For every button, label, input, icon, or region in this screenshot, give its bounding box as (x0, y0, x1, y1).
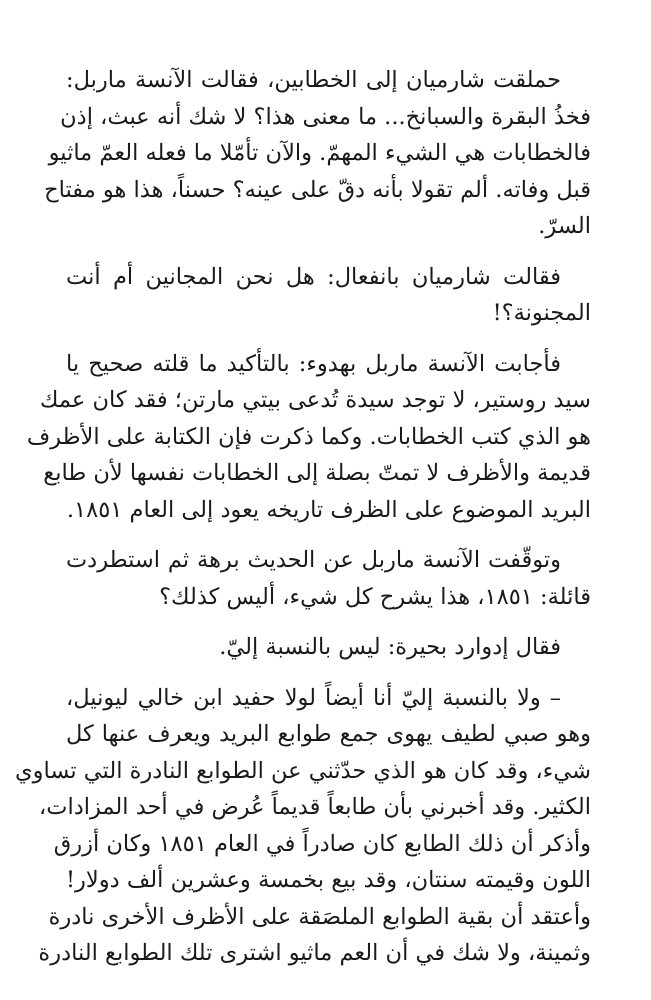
paragraph-charmian-stares (44, 62, 591, 245)
text-line: وهو صبي لطيف يهوى جمع طوابع البريد ويعرف عنها كل (66, 721, 591, 747)
text-line: فخذُ البقرة والسبانخ... ما معنى هذا؟ لا شك أنه عبث، إذن (60, 103, 591, 130)
text-line: قائلة: ١٨٥١، هذا يشرح كل شيء، أليس كذلك؟ (159, 583, 591, 610)
text-line: وأعتقد أن بقية الطوابع الملصَقة على الأظرف الأخرى نادرة (48, 903, 591, 930)
paragraph-marple-calm (26, 346, 591, 529)
text-line: قبل وفاته. ألم تقولا بأنه دقّ على عينه؟ حسناً، هذا هو مفتاح (44, 176, 591, 203)
text-line: وأذكر أن ذلك الطابع كان صادراً في العام ١٨٥١ وكان أزرق (53, 830, 591, 857)
text-line: قديمة والأظرف لا تمتّ بصلة إلى الخطابات نفسها لأن طابع (43, 460, 591, 486)
paragraph-charmian-excited (66, 259, 591, 332)
text-line: سيد روستير، لا توجد سيدة تُدعى بيتي مارتن؛ فقد كان عمك (39, 387, 591, 413)
text-line: اللون وقيمته سنتان، وقد بيع بخمسة وعشرين ألف دولار! (66, 867, 591, 893)
text-line: هو الذي كتب الخطابات. وكما ذكرت فإن الكتابة على الأظرف (26, 423, 591, 450)
text-line: وثمينة، ولا شك في أن العم ماثيو اشترى تلك الطوابع النادرة (38, 940, 591, 966)
text-line: – ولا بالنسبة إليّ أنا أيضاً لولا حفيد ابن خالي ليونيل، (66, 684, 561, 711)
text-line: شيء، وقد كان هو الذي حدّثني عن الطوابع النادرة التي تساوي (14, 757, 591, 784)
text-line: البريد الموضوع على الظرف تاريخه يعود إلى العام ١٨٥١. (66, 496, 591, 523)
paragraph-edward (66, 629, 591, 666)
paragraph-marple-pause (66, 542, 591, 615)
paragraph-stamps (14, 680, 591, 972)
text-line: فقال إدوارد بحيرة: ليس بالنسبة إليّ. (219, 634, 561, 660)
text-line: فأجابت الآنسة ماربل بهدوء: بالتأكيد ما قلته صحيح يا (66, 350, 561, 377)
text-line: السرّ. (538, 213, 591, 239)
text-line: فالخطابات هي الشيء المهمّ. والآن تأمّلا ما فعله العمّ ماثيو (48, 140, 591, 166)
text-line: الكثير. وقد أخبرني بأن طابعاً قديماً عُرض في أحد المزادات، (39, 794, 591, 820)
text-line: حملقت شارميان إلى الخطابين، فقالت الآنسة ماربل: (66, 67, 561, 93)
text-line: المجنونة؟! (492, 300, 591, 326)
text-line: وتوقّفت الآنسة ماربل عن الحديث برهة ثم استطردت (66, 547, 561, 573)
text-line: فقالت شارميان بانفعال: هل نحن المجانين أم أنت (66, 263, 561, 290)
